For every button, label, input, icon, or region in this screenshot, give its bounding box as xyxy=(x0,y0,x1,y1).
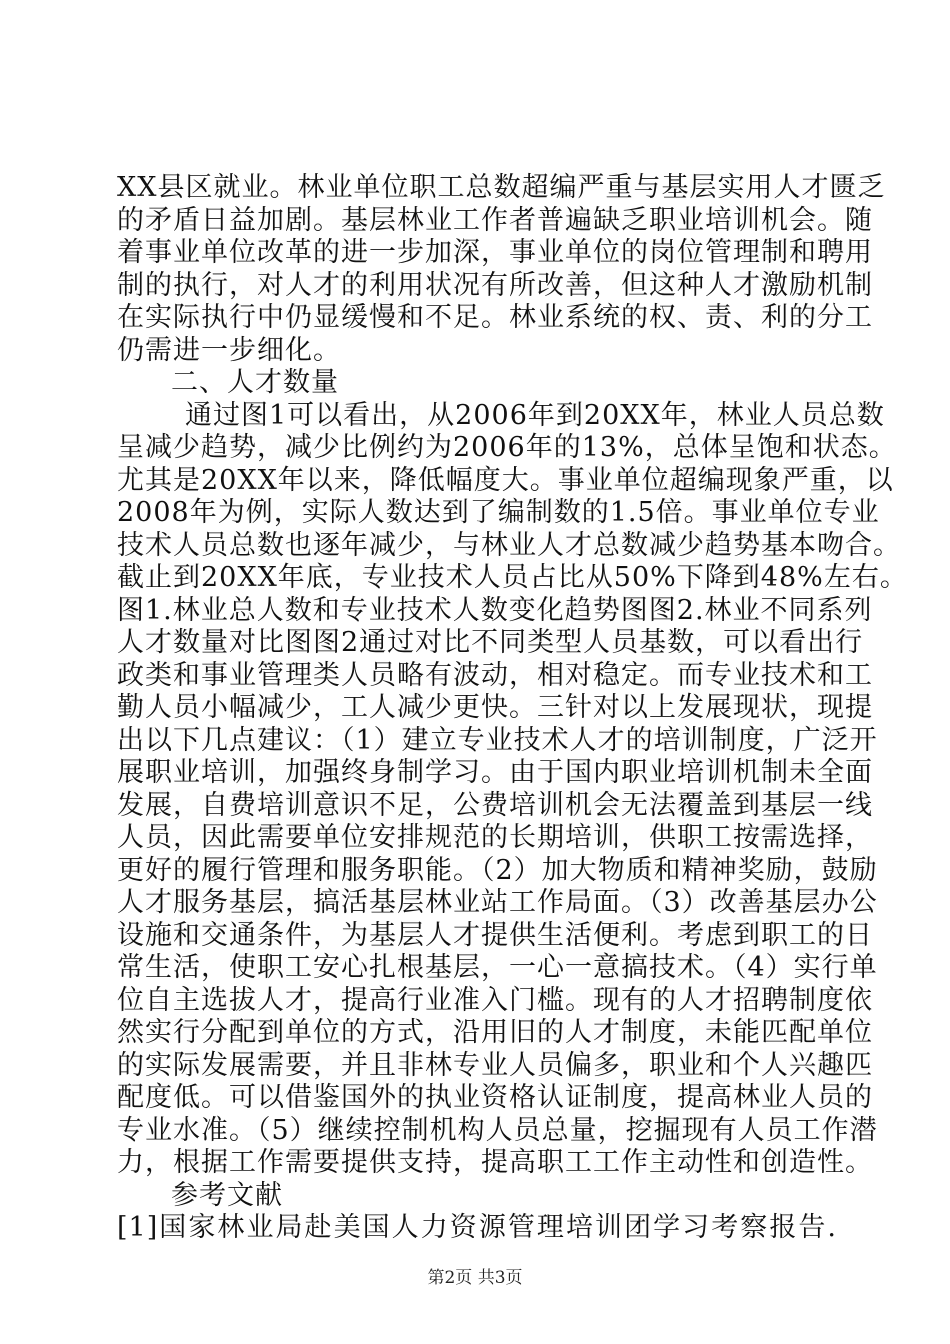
text-line: 配度低。可以借鉴国外的执业资格认证制度，提高林业人员的 xyxy=(117,1082,873,1113)
text-line: 政类和事业管理类人员略有波动，相对稳定。而专业技术和工 xyxy=(117,659,873,691)
text-line: 人才服务基层，搞活基层林业站工作局面。（3）改善基层办公 xyxy=(117,887,878,918)
text-line: 人才数量对比图图2通过对比不同类型人员基数，可以看出行 xyxy=(117,627,864,658)
text-line: 截止到20XX年底，专业技术人员占比从50%下降到48%左右。 xyxy=(117,562,908,593)
text-line: 尤其是20XX年以来，降低幅度大。事业单位超编现象严重，以 xyxy=(117,464,894,496)
reference-item: [1]国家林业局赴美国人力资源管理培训团学习考察报告. xyxy=(117,1212,837,1243)
references-heading: 参考文献 xyxy=(171,1179,283,1211)
text-line: 的实际发展需要，并且非林专业人员偏多，职业和个人兴趣匹 xyxy=(117,1049,873,1081)
text-line: 2008年为例，实际人数达到了编制数的1.5倍。事业单位专业 xyxy=(117,497,880,528)
body-text xyxy=(117,172,908,1245)
text-line: 出以下几点建议：（1）建立专业技术人才的培训制度，广泛开 xyxy=(117,724,878,756)
text-line: 技术人员总数也逐年减少，与林业人才总数减少趋势基本吻合。 xyxy=(117,529,901,561)
text-line: 的矛盾日益加剧。基层林业工作者普遍缺乏职业培训机会。随 xyxy=(117,204,873,236)
page-number-footer: 第2页 共3页 xyxy=(427,1268,523,1288)
text-line: 呈减少趋势，减少比例约为2006年的13%，总体呈饱和状态。 xyxy=(117,432,897,463)
text-line: 勤人员小幅减少，工人减少更快。三针对以上发展现状，现提 xyxy=(117,692,873,723)
text-line: 通过图1可以看出，从2006年到20XX年，林业人员总数 xyxy=(185,399,885,431)
text-line: 展职业培训，加强终身制学习。由于国内职业培训机制未全面 xyxy=(117,757,873,788)
text-line: 着事业单位改革的进一步加深，事业单位的岗位管理制和聘用 xyxy=(117,237,873,268)
text-line: 更好的履行管理和服务职能。（2）加大物质和精神奖励，鼓励 xyxy=(117,854,878,886)
text-line: 常生活，使职工安心扎根基层，一心一意搞技术。（4）实行单 xyxy=(117,952,878,983)
text-line: XX县区就业。林业单位职工总数超编严重与基层实用人才匮乏 xyxy=(117,172,886,203)
text-line: 位自主选拔人才，提高行业准入门槛。现有的人才招聘制度依 xyxy=(117,984,873,1016)
text-line: 设施和交通条件，为基层人才提供生活便利。考虑到职工的日 xyxy=(117,919,873,951)
text-line: 力，根据工作需要提供支持，提高职工工作主动性和创造性。 xyxy=(117,1147,873,1178)
text-line: 图1.林业总人数和专业技术人数变化趋势图图2.林业不同系列 xyxy=(117,594,873,626)
text-line: 仍需进一步细化。 xyxy=(117,334,341,366)
section-heading: 二、人才数量 xyxy=(171,367,339,398)
text-line: 制的执行，对人才的利用状况有所改善，但这种人才激励机制 xyxy=(117,269,873,301)
text-line: 然实行分配到单位的方式，沿用旧的人才制度，未能匹配单位 xyxy=(117,1017,873,1048)
text-line: 在实际执行中仍显缓慢和不足。林业系统的权、责、利的分工 xyxy=(117,302,873,333)
text-line: 发展，自费培训意识不足，公费培训机会无法覆盖到基层一线 xyxy=(117,789,873,821)
text-line: 人员，因此需要单位安排规范的长期培训，供职工按需选择， xyxy=(117,822,873,853)
text-line: 专业水准。（5）继续控制机构人员总量，挖掘现有人员工作潜 xyxy=(117,1114,878,1146)
